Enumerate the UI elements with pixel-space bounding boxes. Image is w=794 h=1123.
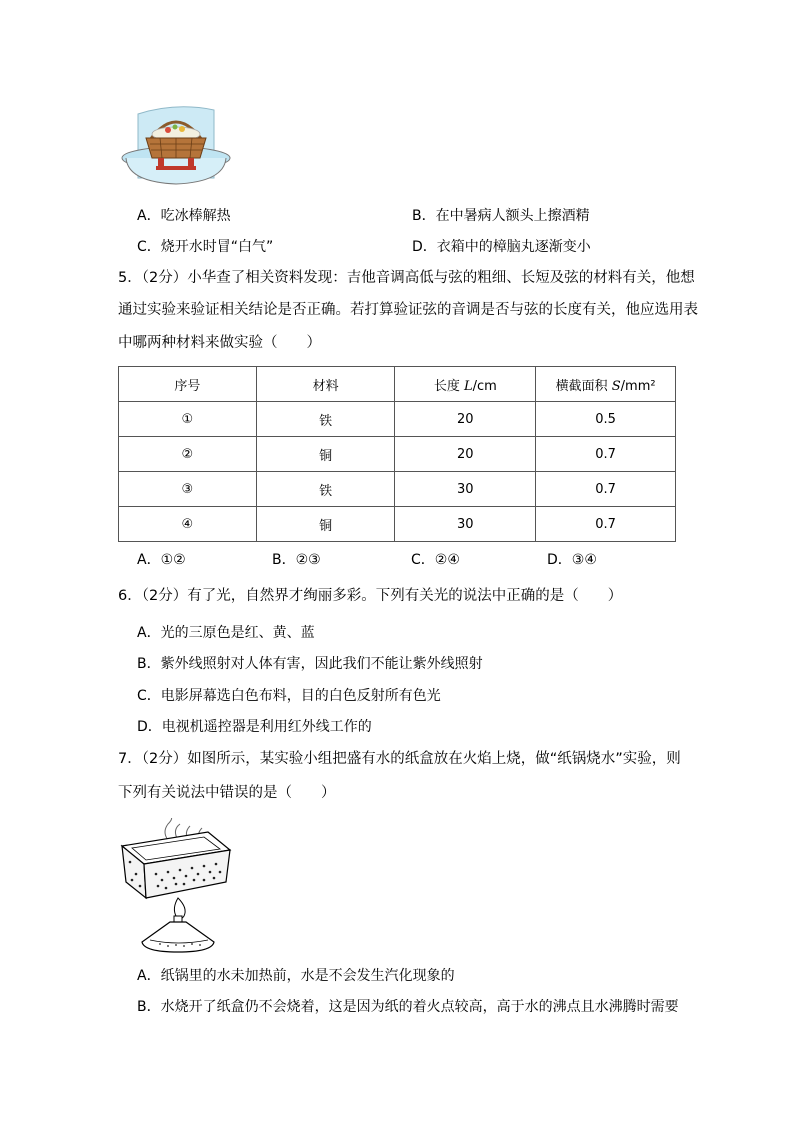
header-index: 序号 [119, 367, 257, 402]
header-length: 长度 L/cm [395, 367, 536, 402]
table-row [119, 402, 676, 437]
q6-option-a[interactable]: A．光的三原色是红、黄、蓝 [137, 625, 315, 641]
q4-option-b[interactable]: B．在中暑病人额头上擦酒精 [412, 208, 590, 224]
q5-stem-line1: 5．（2分）小华查了相关资料发现：吉他音调高低与弦的粗细、长短及弦的材料有关，他想 [118, 270, 695, 286]
cell-area: 0.7 [536, 472, 676, 507]
q5-option-d[interactable]: D．③④ [547, 552, 597, 568]
q5-option-b[interactable]: B．②③ [272, 552, 321, 568]
cell-index: ④ [119, 507, 257, 542]
cell-material: 铁 [256, 472, 395, 507]
header-material: 材料 [256, 367, 395, 402]
cell-index: ① [119, 402, 257, 437]
cell-area: 0.7 [536, 507, 676, 542]
cell-length: 20 [395, 437, 536, 472]
string-material-table [118, 366, 676, 542]
cell-material: 铜 [256, 437, 395, 472]
basket-basin-figure [120, 100, 232, 190]
q6-option-b[interactable]: B．紫外线照射对人体有害，因此我们不能让紫外线照射 [137, 656, 483, 672]
table-row [119, 507, 676, 542]
cell-index: ③ [119, 472, 257, 507]
q5-option-c[interactable]: C．②④ [411, 552, 460, 568]
cell-material: 铜 [256, 507, 395, 542]
q5-stem-line2: 通过实验来验证相关结论是否正确。若打算验证弦的音调是否与弦的长度有关，他应选用表 [118, 302, 698, 318]
table-row [119, 472, 676, 507]
cell-index: ② [119, 437, 257, 472]
cell-area: 0.5 [536, 402, 676, 437]
q7-stem-line1: 7．（2分）如图所示，某实验小组把盛有水的纸盒放在火焰上烧，做“纸锅烧水”实验，则 [118, 751, 681, 767]
header-area: 横截面积 S/mm² [536, 367, 676, 402]
q5-stem-line3: 中哪两种材料来做实验（ ） [118, 335, 321, 351]
cell-length: 30 [395, 472, 536, 507]
cell-area: 0.7 [536, 437, 676, 472]
q7-option-a[interactable]: A．纸锅里的水未加热前，水是不会发生汽化现象的 [137, 968, 455, 984]
q4-option-c[interactable]: C．烧开水时冒“白气” [137, 239, 274, 255]
cell-length: 20 [395, 402, 536, 437]
q7-stem-line2: 下列有关说法中错误的是（ ） [118, 785, 336, 801]
q5-option-a[interactable]: A．①② [137, 552, 186, 568]
table-header-row [119, 367, 676, 402]
q4-option-d[interactable]: D．衣箱中的樟脑丸逐渐变小 [412, 239, 591, 255]
q6-option-c[interactable]: C．电影屏幕选白色布料，目的白色反射所有色光 [137, 688, 441, 704]
cell-material: 铁 [256, 402, 395, 437]
cell-length: 30 [395, 507, 536, 542]
q4-option-a[interactable]: A．吃冰棒解热 [137, 208, 231, 224]
q7-option-b[interactable]: B．水烧开了纸盒仍不会烧着，这是因为纸的着火点较高，高于水的沸点且水沸腾时需要 [137, 999, 679, 1015]
q6-option-d[interactable]: D．电视机遥控器是利用红外线工作的 [137, 719, 372, 735]
paper-pot-lamp-figure [116, 818, 234, 956]
q6-stem: 6．（2分）有了光，自然界才绚丽多彩。下列有关光的说法中正确的是（ ） [118, 588, 623, 604]
table-row [119, 437, 676, 472]
